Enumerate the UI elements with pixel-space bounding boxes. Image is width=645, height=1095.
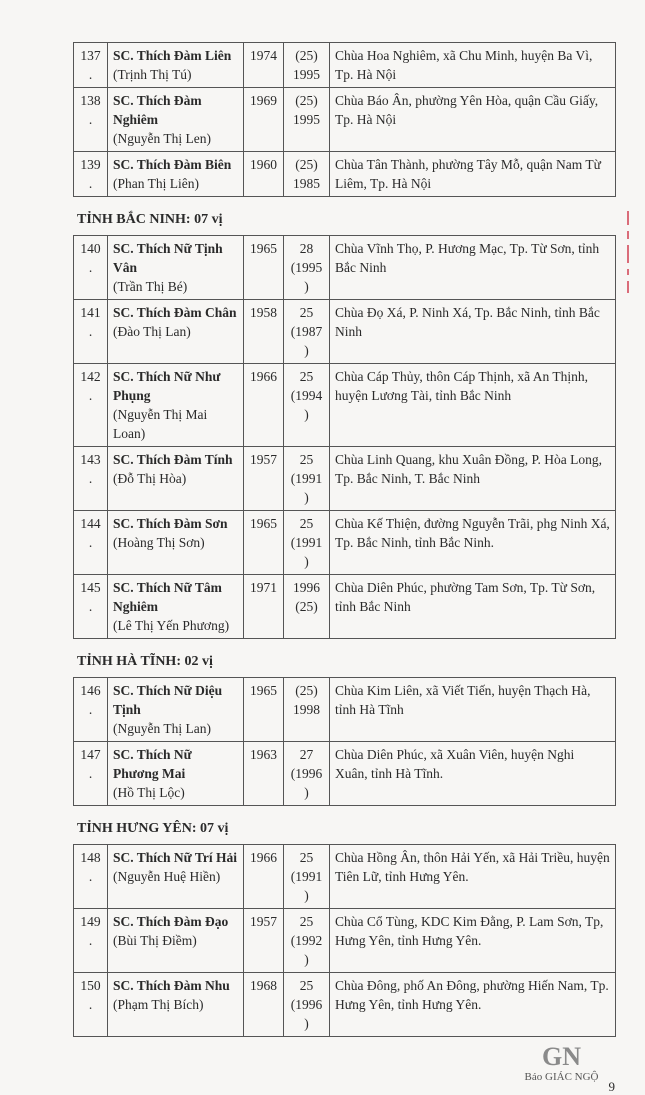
page-footer (73, 1043, 615, 1095)
name-cell (108, 575, 244, 639)
ordination-line-1: (25) (295, 157, 318, 172)
lay-name: (Nguyễn Thị Len) (113, 131, 211, 146)
ordination-line-2: 1998 (293, 702, 320, 717)
row-number: 144. (74, 511, 108, 575)
lay-name: (Nguyễn Thị Mai Loan) (113, 407, 208, 441)
row-number: 147. (74, 742, 108, 806)
ordination-line-2: (1996) (290, 997, 323, 1031)
lay-name: (Phan Thị Liên) (113, 176, 199, 191)
address: Chùa Cáp Thủy, thôn Cáp Thịnh, xã An Thịnh, huyện Lương Tài, tỉnh Bắc Ninh (330, 364, 616, 447)
dharma-name: SC. Thích Đàm Đạo (113, 914, 229, 929)
ordination-cell (284, 511, 330, 575)
address: Chùa Vĩnh Thọ, P. Hương Mạc, Tp. Từ Sơn, tỉnh Bắc Ninh (330, 236, 616, 300)
lay-name: (Nguyễn Thị Lan) (113, 721, 211, 736)
address: Chùa Diên Phúc, xã Xuân Viên, huyện Nghi Xuân, tỉnh Hà Tĩnh. (330, 742, 616, 806)
name-cell (108, 447, 244, 511)
address: Chùa Linh Quang, khu Xuân Đồng, P. Hòa Long, Tp. Bắc Ninh, T. Bắc Ninh (330, 447, 616, 511)
ordination-line-1: 25 (299, 452, 314, 467)
ordination-cell (284, 236, 330, 300)
birth-year: 1963 (244, 742, 284, 806)
dharma-name: SC. Thích Đàm Nghiêm (113, 93, 202, 127)
name-cell (108, 152, 244, 197)
row-number: 142. (74, 364, 108, 447)
name-cell (108, 742, 244, 806)
row-number: 150. (74, 973, 108, 1037)
ordination-line-1: 1996 (293, 580, 320, 595)
row-number: 149. (74, 909, 108, 973)
name-cell (108, 300, 244, 364)
birth-year: 1966 (244, 845, 284, 909)
birth-year: 1957 (244, 447, 284, 511)
table-row (74, 43, 616, 88)
ordination-line-1: 25 (299, 305, 314, 320)
lay-name: (Đỗ Thị Hòa) (113, 471, 187, 486)
birth-year: 1965 (244, 511, 284, 575)
document-page (73, 0, 615, 1095)
ordinee-table (73, 844, 616, 1037)
birth-year: 1965 (244, 236, 284, 300)
address: Chùa Đông, phố An Đông, phường Hiến Nam, Tp. Hưng Yên, tỉnh Hưng Yên. (330, 973, 616, 1037)
address: Chùa Báo Ân, phường Yên Hòa, quận Cầu Giấy, Tp. Hà Nội (330, 88, 616, 152)
ordination-line-1: (25) (295, 683, 318, 698)
ordination-cell (284, 88, 330, 152)
table-row (74, 447, 616, 511)
birth-year: 1958 (244, 300, 284, 364)
ordination-line-1: 25 (299, 369, 314, 384)
dharma-name: SC. Thích Đàm Biên (113, 157, 232, 172)
ordination-line-1: 25 (299, 516, 314, 531)
margin-pen-marks (618, 205, 638, 335)
ordination-line-2: (1992) (290, 933, 323, 967)
row-number: 138. (74, 88, 108, 152)
ordination-line-1: 25 (299, 978, 314, 993)
birth-year: 1968 (244, 973, 284, 1037)
ordination-cell (284, 678, 330, 742)
ordination-cell (284, 845, 330, 909)
name-cell (108, 678, 244, 742)
dharma-name: SC. Thích Nữ Tâm Nghiêm (113, 580, 222, 614)
ordinee-table (73, 235, 616, 639)
ordination-line-1: (25) (295, 93, 318, 108)
page-number: 9 (608, 1079, 615, 1094)
ordination-line-2: (1987) (290, 324, 323, 358)
table-row (74, 742, 616, 806)
name-cell (108, 43, 244, 88)
address: Chùa Kế Thiện, đường Nguyễn Trãi, phg Ninh Xá, Tp. Bắc Ninh, tỉnh Bắc Ninh. (330, 511, 616, 575)
ordination-line-2: 1985 (293, 176, 320, 191)
dharma-name: SC. Thích Nữ Diệu Tịnh (113, 683, 223, 717)
dharma-name: SC. Thích Đàm Chân (113, 305, 237, 320)
table-row (74, 909, 616, 973)
dharma-name: SC. Thích Đàm Sơn (113, 516, 228, 531)
table-row (74, 511, 616, 575)
dharma-name: SC. Thích Nữ Như Phụng (113, 369, 221, 403)
name-cell (108, 236, 244, 300)
logo-letters: GN (542, 1042, 582, 1071)
section-heading: TỈNH BẮC NINH: 07 vị (77, 212, 223, 227)
table-row (74, 364, 616, 447)
ordination-cell (284, 575, 330, 639)
dharma-name: SC. Thích Nữ Tịnh Vân (113, 241, 223, 275)
table-row (74, 678, 616, 742)
address: Chùa Tân Thành, phường Tây Mỗ, quận Nam Từ Liêm, Tp. Hà Nội (330, 152, 616, 197)
dharma-name: SC. Thích Nữ Trí Hải (113, 850, 238, 865)
name-cell (108, 511, 244, 575)
ordination-cell (284, 909, 330, 973)
birth-year: 1957 (244, 909, 284, 973)
birth-year: 1960 (244, 152, 284, 197)
address: Chùa Cổ Tùng, KDC Kim Đằng, P. Lam Sơn, Tp, Hưng Yên, tỉnh Hưng Yên. (330, 909, 616, 973)
ordination-cell (284, 973, 330, 1037)
birth-year: 1969 (244, 88, 284, 152)
address: Chùa Hoa Nghiêm, xã Chu Minh, huyện Ba Vì, Tp. Hà Nội (330, 43, 616, 88)
table-row (74, 152, 616, 197)
table-row (74, 845, 616, 909)
name-cell (108, 88, 244, 152)
lay-name: (Đào Thị Lan) (113, 324, 191, 339)
ordination-line-1: 25 (299, 914, 314, 929)
dharma-name: SC. Thích Đàm Nhu (113, 978, 230, 993)
ordination-line-1: 27 (299, 747, 314, 762)
row-number: 143. (74, 447, 108, 511)
ordination-cell (284, 300, 330, 364)
section-heading: TỈNH HƯNG YÊN: 07 vị (77, 821, 229, 836)
table-row (74, 575, 616, 639)
ordination-line-2: 1995 (293, 67, 320, 82)
watermark-logo (525, 1043, 599, 1084)
birth-year: 1974 (244, 43, 284, 88)
section-heading: TỈNH HÀ TĨNH: 02 vị (77, 654, 213, 669)
ordination-cell (284, 742, 330, 806)
address: Chùa Đọ Xá, P. Ninh Xá, Tp. Bắc Ninh, tỉnh Bắc Ninh (330, 300, 616, 364)
birth-year: 1965 (244, 678, 284, 742)
ordination-cell (284, 152, 330, 197)
row-number: 145. (74, 575, 108, 639)
row-number: 146. (74, 678, 108, 742)
lay-name: (Hồ Thị Lộc) (113, 785, 185, 800)
row-number: 140. (74, 236, 108, 300)
ordination-line-2: (1994) (290, 388, 323, 422)
table-row (74, 88, 616, 152)
row-number: 139. (74, 152, 108, 197)
ordination-line-1: (25) (295, 48, 318, 63)
dharma-name: SC. Thích Đàm Tính (113, 452, 233, 467)
table-row (74, 300, 616, 364)
dharma-name: SC. Thích Đàm Liên (113, 48, 232, 63)
address: Chùa Hồng Ân, thôn Hải Yến, xã Hải Triều, huyện Tiên Lữ, tỉnh Hưng Yên. (330, 845, 616, 909)
dharma-name: SC. Thích Nữ Phương Mai (113, 747, 192, 781)
birth-year: 1971 (244, 575, 284, 639)
ordination-line-2: (1991) (290, 535, 323, 569)
ordination-cell (284, 43, 330, 88)
ordinee-table (73, 677, 616, 806)
address: Chùa Kim Liên, xã Viết Tiến, huyện Thạch Hà, tỉnh Hà Tĩnh (330, 678, 616, 742)
ordination-cell (284, 447, 330, 511)
ordination-line-2: (1991) (290, 471, 323, 505)
birth-year: 1966 (244, 364, 284, 447)
ordination-line-2: (1991) (290, 869, 323, 903)
name-cell (108, 364, 244, 447)
name-cell (108, 845, 244, 909)
ordination-line-2: 1995 (293, 112, 320, 127)
ordinee-table (73, 42, 616, 197)
address: Chùa Diên Phúc, phường Tam Sơn, Tp. Từ Sơn, tỉnh Bắc Ninh (330, 575, 616, 639)
table-row (74, 973, 616, 1037)
lay-name: (Trần Thị Bé) (113, 279, 188, 294)
ordination-line-1: 25 (299, 850, 314, 865)
logo-text: Báo GIÁC NGỘ (524, 1071, 599, 1083)
row-number: 137. (74, 43, 108, 88)
lay-name: (Hoàng Thị Sơn) (113, 535, 205, 550)
ordination-line-1: 28 (299, 241, 314, 256)
row-number: 148. (74, 845, 108, 909)
lay-name: (Bùi Thị Điềm) (113, 933, 197, 948)
lay-name: (Lê Thị Yến Phương) (113, 618, 230, 633)
table-row (74, 236, 616, 300)
ordination-cell (284, 364, 330, 447)
lay-name: (Nguyễn Huệ Hiền) (113, 869, 221, 884)
name-cell (108, 909, 244, 973)
ordination-line-2: (25) (295, 599, 318, 614)
ordination-line-2: (1995) (290, 260, 323, 294)
ordination-line-2: (1996) (290, 766, 323, 800)
row-number: 141. (74, 300, 108, 364)
lay-name: (Phạm Thị Bích) (113, 997, 204, 1012)
name-cell (108, 973, 244, 1037)
lay-name: (Trịnh Thị Tú) (113, 67, 192, 82)
